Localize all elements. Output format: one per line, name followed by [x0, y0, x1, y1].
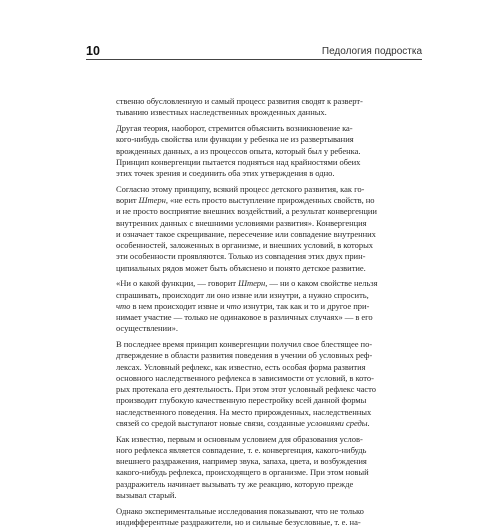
- running-title: Педология подростка: [322, 45, 422, 58]
- text-run: Согласно этому принципу, всякий процесс детского развития, как го-: [116, 184, 364, 194]
- text-run: Принцип конвергенции пытается подняться над крайностями обеих: [116, 157, 360, 167]
- text-line: [116, 312, 382, 323]
- italic-text: Штерн: [238, 278, 265, 288]
- text-line: [116, 350, 382, 361]
- text-line: [116, 395, 382, 406]
- text-run: в нем происходит извне и: [130, 301, 226, 311]
- text-line: [116, 490, 382, 501]
- text-line: [116, 323, 382, 334]
- text-line: [116, 146, 382, 157]
- text-run: ворит: [116, 195, 139, 205]
- paragraph: [116, 339, 382, 429]
- italic-text: что: [116, 301, 130, 311]
- paragraph: [116, 123, 382, 179]
- text-line: [116, 339, 382, 350]
- page-header: [86, 44, 422, 60]
- text-run: индифферентные раздражители, но и сильные безусловные, т. е. на-: [116, 517, 361, 527]
- text-run: дтверждение в области развития поведения в учении об условных реф-: [116, 350, 372, 360]
- text-run: и не просто восприятие внешних воздействий, а результат конвергенции: [116, 206, 377, 216]
- text-line: [116, 479, 382, 490]
- text-line: [116, 445, 382, 456]
- text-line: [116, 229, 382, 240]
- text-run: основного наследственного рефлекса в зависимости от условий, в кото-: [116, 373, 374, 383]
- text-line: [116, 418, 382, 429]
- text-run: осуществлении».: [116, 323, 178, 333]
- text-run: ственно обусловленную и самый процесс развития сводят к разверт-: [116, 96, 363, 106]
- text-line: [116, 384, 382, 395]
- text-line: [116, 263, 382, 274]
- text-line: [116, 134, 382, 145]
- text-run: ципиальных рядов может быть объяснено и понято детское развитие.: [116, 263, 366, 273]
- text-run: наследственного поведения. На место прирожденных, наследственных: [116, 407, 371, 417]
- text-run: какого-нибудь рефлекса, происходящего в организме. При этом новый: [116, 467, 369, 477]
- text-run: внешнего раздражения, например звука, запаха, цвета, и возбуждения: [116, 456, 367, 466]
- text-line: [116, 407, 382, 418]
- text-run: изнутри, так как и то и другое при-: [241, 301, 369, 311]
- text-run: производит глубокую качественную перестройку всей данной формы: [116, 395, 366, 405]
- text-line: [116, 123, 382, 134]
- text-run: врожденных данных, а из процессов опыта, который был у ребенка.: [116, 146, 360, 156]
- text-line: [116, 434, 382, 445]
- text-run: , «не есть просто выступление прирожденных свойств, но: [166, 195, 375, 205]
- text-run: внутренних данных с внешними условиями развития». Конвергенция: [116, 218, 367, 228]
- text-line: [116, 184, 382, 195]
- text-run: рых протекала его деятельность. При этом этот условный рефлекс часто: [116, 384, 376, 394]
- paragraph: [116, 434, 382, 502]
- paragraph: [116, 96, 382, 119]
- text-line: [116, 195, 382, 206]
- text-run: раздражитель начинает вызывать ту же реакцию, которую прежде: [116, 479, 353, 489]
- text-line: [116, 290, 382, 301]
- text-line: [116, 251, 382, 262]
- text-run: особенностей, заложенных в организме, и внешних условий, в которых: [116, 240, 373, 250]
- text-run: этих точек зрения и соединить оба этих утверждения в одно.: [116, 168, 334, 178]
- text-line: [116, 96, 382, 107]
- text-run: .: [368, 418, 370, 428]
- text-line: [116, 506, 382, 517]
- text-run: связей со средой выступают новые связи, созданные: [116, 418, 307, 428]
- text-run: Другая теория, наоборот, стремится объяснить возникновение ка-: [116, 123, 353, 133]
- text-line: [116, 240, 382, 251]
- text-run: В последнее время принцип конвергенции получил свое блестящее по-: [116, 339, 372, 349]
- text-run: эти особенности проявляются. Только из совпадения этих двух прин-: [116, 251, 365, 261]
- text-line: [116, 107, 382, 118]
- text-line: [116, 301, 382, 312]
- text-line: [116, 373, 382, 384]
- paragraph: [116, 278, 382, 334]
- body-text: [116, 96, 382, 528]
- text-line: [116, 456, 382, 467]
- text-run: ного рефлекса является совпадение, т. е. конвергенция, какого-нибудь: [116, 445, 366, 455]
- paragraph: [116, 184, 382, 274]
- page-number: 10: [86, 44, 100, 58]
- text-run: вызывал старый.: [116, 490, 177, 500]
- text-run: кого-нибудь свойства или функции у ребенка не из развертывания: [116, 134, 354, 144]
- text-run: «Ни о какой функции, — говорит: [116, 278, 238, 288]
- text-run: Однако экспериментальные исследования показывают, что не только: [116, 506, 364, 516]
- text-run: , — ни о каком свойстве нельзя: [265, 278, 377, 288]
- header-rule: [86, 59, 422, 60]
- text-line: [116, 218, 382, 229]
- text-run: Как известно, первым и основным условием для образования услов-: [116, 434, 363, 444]
- text-line: [116, 362, 382, 373]
- text-run: тыванию известных наследственных врожденных данных.: [116, 107, 327, 117]
- italic-text: что: [227, 301, 241, 311]
- text-line: [116, 517, 382, 528]
- text-line: [116, 467, 382, 478]
- italic-text: Штерн: [139, 195, 166, 205]
- text-run: лексах. Условный рефлекс, как известно, есть особая форма развития: [116, 362, 365, 372]
- paragraph: [116, 506, 382, 528]
- text-line: [116, 157, 382, 168]
- text-run: спрашивать, происходит ли оно извне или изнутри, а нужно спросить,: [116, 290, 369, 300]
- text-line: [116, 278, 382, 289]
- text-line: [116, 168, 382, 179]
- italic-text: условиями среды: [307, 418, 368, 428]
- text-line: [116, 206, 382, 217]
- text-run: и означает такое скрещивание, пересечение или совпадение внутренних: [116, 229, 376, 239]
- text-run: нимает участие — только не одинаковое в различных случаях» — в его: [116, 312, 373, 322]
